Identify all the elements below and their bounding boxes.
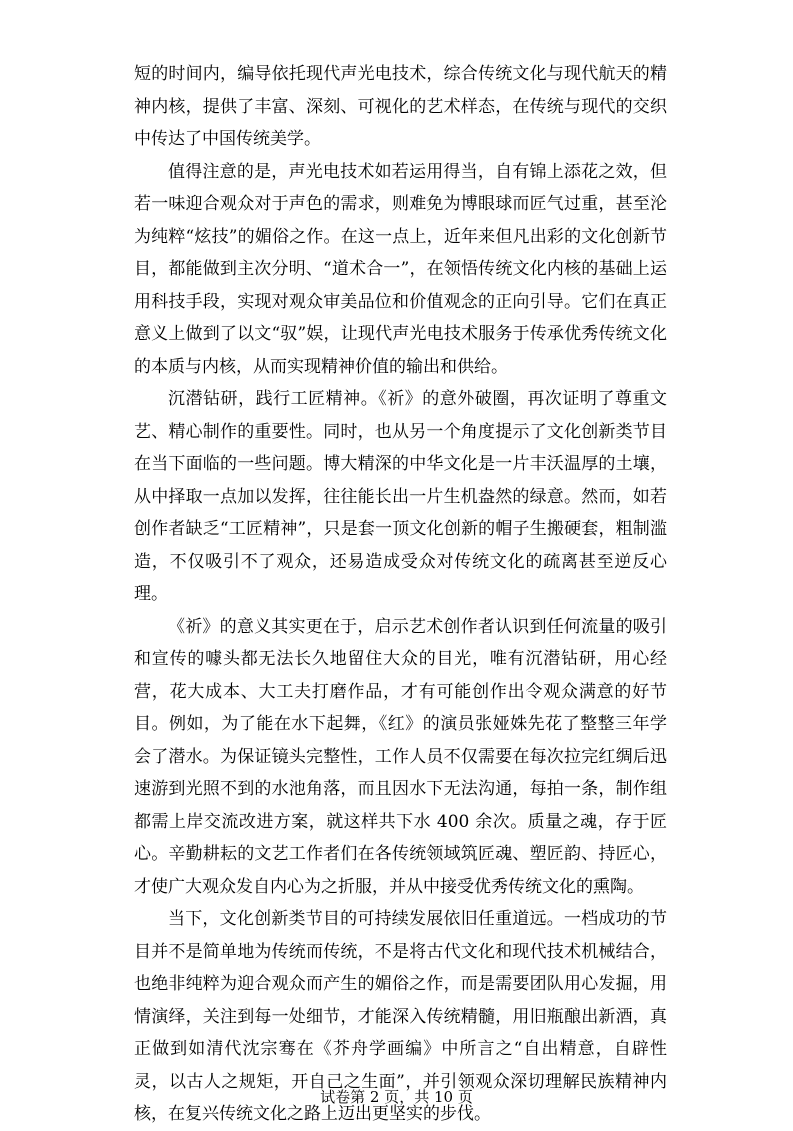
article-body <box>134 58 667 1131</box>
paragraph-1: 短的时间内，编导依托现代声光电技术，综合传统文化与现代航天的精神内核，提供了丰富、深刻、可视化的艺术样态，在传统与现代的交织中传达了中国传统美学。 <box>134 64 667 149</box>
paragraph-2: 值得注意的是，声光电技术如若运用得当，自有锦上添花之效，但若一味迎合观众对于声色的需求，则难免为博眼球而匠气过重，甚至沦为纯粹“炫技”的媚俗之作。在这一点上，近年来但凡出彩的文化创新节目，都能做到主次分明、“道术合一”，在领悟传统文化内核的基础上运用科技手段，实现对观众审美品位和价值观念的正向引导。它们在真正意义上做到了以文“驭”娱，让现代声光电技术服务于传承优秀传统文化的本质与内核，从而实现精神价值的输出和供给。 <box>134 161 667 377</box>
paragraph-5: 当下，文化创新类节目的可持续发展依旧任重道远。一档成功的节目并不是简单地为传统而传统，不是将古代文化和现代技术机械结合，也绝非纯粹为迎合观众而产生的媚俗之作，而是需要团队用心发掘，用情演绎，关注到每一处细节，才能深入传统精髓，用旧瓶酿出新酒，真正做到如清代沈宗骞在《芥舟学画编》中所言之“自出精意，自辟性灵，以古人之规矩，开自己之生面”，并引领观众深切理解民族精神内核，在复兴传统文化之路上迈出更坚实的步伐。 <box>134 909 667 1124</box>
paragraph-3: 沉潜钻研，践行工匠精神。《祈》的意外破圈，再次证明了尊重文艺、精心制作的重要性。同时，也从另一个角度提示了文化创新类节目在当下面临的一些问题。博大精深的中华文化是一片丰沃温厚的土壤，从中择取一点加以发挥，往往能长出一片生机盎然的绿意。然而，如若创作者缺乏“工匠精神”，只是套一顶文化创新的帽子生搬硬套，粗制滥造，不仅吸引不了观众，还易造成受众对传统文化的疏离甚至逆反心理。 <box>134 389 667 604</box>
page-footer: 试卷第 2 页，共 10 页 <box>320 1088 473 1106</box>
paragraph-4: 《祈》的意义其实更在于，启示艺术创作者认识到任何流量的吸引和宣传的噱头都无法长久地留住大众的目光，唯有沉潜钻研，用心经营，花大成本、大工夫打磨作品，才有可能创作出令观众满意的好节目。例如，为了能在水下起舞，《红》的演员张娅姝先花了整整三年学会了潜水。为保证镜头完整性，工作人员不仅需要在每次拉完红绸后迅速游到光照不到的水池角落，而且因水下无法沟通，每拍一条，制作组都需上岸交流改进方案，就这样共下水 400 余次。质量之魂，存于匠心。辛勤耕耘的文艺工作者们在各传统领域筑匠魂、塑匠韵、持匠心，才使广大观众发自内心为之折服，并从中接受优秀传统文化的熏陶。 <box>134 616 667 897</box>
